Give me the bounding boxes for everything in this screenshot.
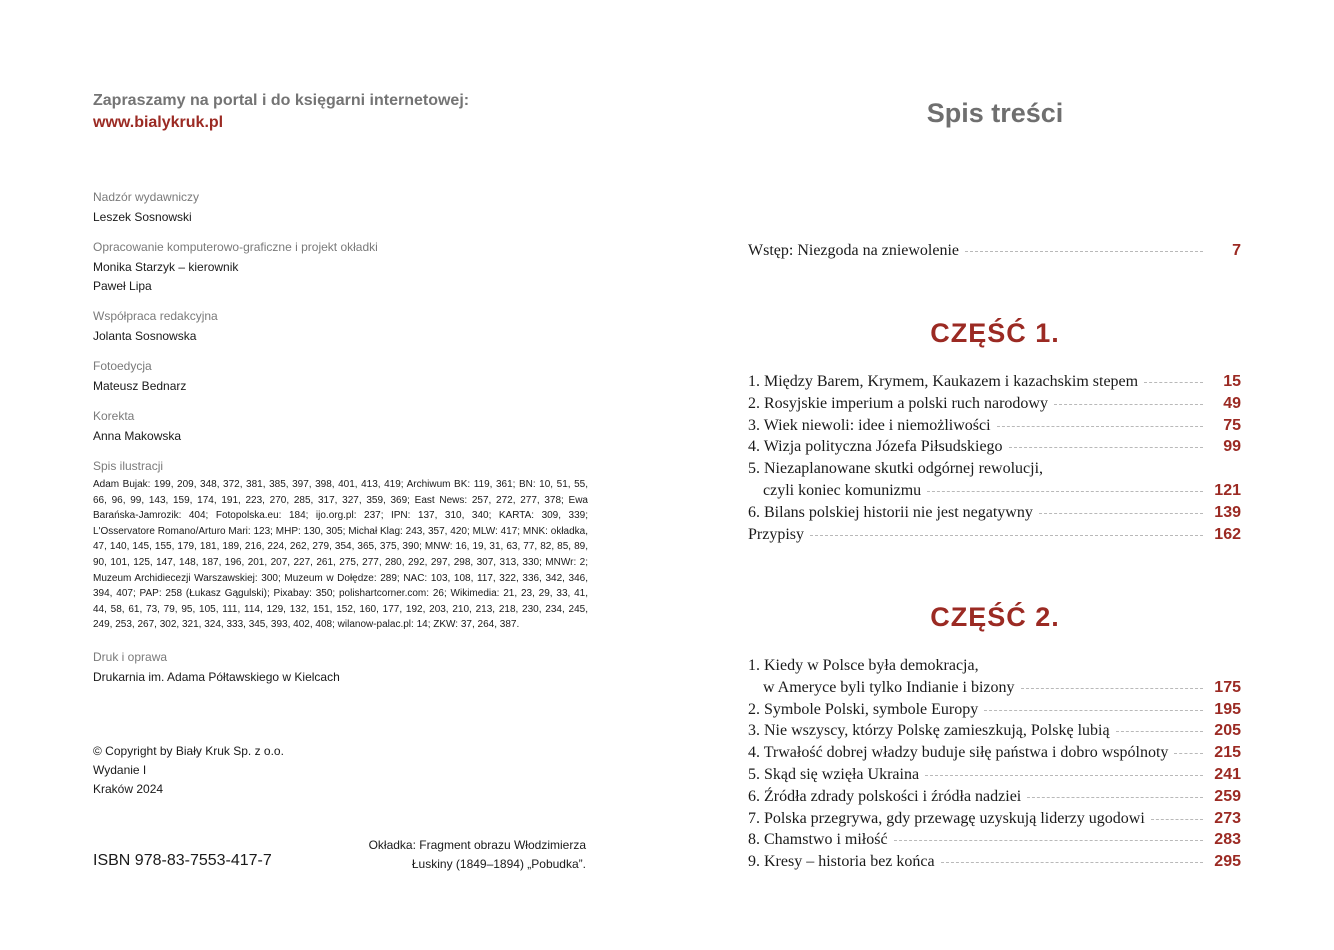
copyright-block (93, 742, 284, 799)
toc-entry[interactable] (748, 744, 1241, 766)
toc-entry[interactable] (748, 373, 1241, 395)
illustrations-list: Adam Bujak: 199, 209, 348, 372, 381, 385, 397, 398, 401, 413, 419; Archiwum BK: 119, 361; BN: 10, 51, 55, 66, 96, 99, 143, 159, 174, 191, 223, 270, 285, 317, 327, 359, 369; East News: 257, 272, 277, 378; Ewa Barańska-Jamrozik: 404; Fotopolska.eu: 184; ijo.org.pl: 237; IPN: 137, 310, 340; KARTA: 309, 339; L'Osservatore Romano/Arturo Mari: 123; MHP: 130, 305; Michał Klag: 243, 357, 420; MLW: 417; MNK: okładka, 47, 140, 145, 155, 179, 181, 189, 216, 224, 262, 279, 354, 365, 375, 390; MNW: 16, 19, 31, 63, 77, 82, 85, 89, 90, 101, 125, 147, 148, 187, 196, 201, 207, 227, 261, 275, 277, 280, 292, 297, 298, 307, 313, 330; MNWr: 2; Muzeum Archidiecezji Warszawskiej: 300; Muzeum w Dołędze: 289; NAC: 103, 108, 117, 322, 336, 342, 346, 394, 407; PAP: 258 (Łukasz Gągulski); Pixabay: 350; polishartcorner.com: 26; Wikimedia: 21, 23, 29, 33, 41, 44, 58, 61, 73, 79, 95, 105, 111, 114, 129, 132, 151, 152, 160, 177, 192, 203, 210, 213, 218, 230, 234, 245, 249, 253, 267, 302, 321, 324, 333, 345, 393, 402, 408; wilanow-palac.pl: 14; ZKW: 37, 264, 387. (93, 479, 588, 631)
leader-dots (1054, 403, 1203, 405)
credit-role: Spis ilustracji (93, 459, 164, 473)
toc-entry-page: 295 (1214, 853, 1241, 871)
leader-dots (894, 839, 1203, 841)
toc-entry[interactable] (748, 242, 1241, 264)
toc-entry-title: 8. Chamstwo i miłość (748, 831, 888, 849)
leader-dots (1027, 796, 1203, 798)
toc-entry[interactable] (748, 722, 1241, 744)
credit-item (93, 358, 593, 396)
credit-role: Współpraca redakcyjna (93, 309, 218, 323)
credit-item (93, 189, 593, 227)
credit-person: Leszek Sosnowski (93, 210, 192, 224)
leader-dots (997, 425, 1203, 427)
leader-dots (925, 774, 1203, 776)
toc-entry-title: 7. Polska przegrywa, gdy przewagę uzyskują liderzy ugodowi (748, 809, 1145, 827)
toc-entry[interactable] (748, 810, 1241, 832)
credit-print (93, 649, 593, 687)
toc-entry-title: 4. Trwałość dobrej władzy buduje siłę państwa i dobro wspólnoty (748, 744, 1169, 762)
publisher-url[interactable]: www.bialykruk.pl (93, 114, 224, 131)
toc-entry-title: 3. Nie wszyscy, którzy Polskę zamieszkują, Polskę lubią (748, 722, 1110, 740)
leader-dots (1021, 687, 1204, 689)
toc-entry[interactable] (748, 679, 1241, 701)
toc-entry-page: 139 (1214, 503, 1241, 521)
edition-line: Wydanie I (93, 763, 147, 777)
leader-dots (1174, 752, 1203, 754)
toc-entry[interactable] (748, 657, 1241, 679)
credit-role: Druk i oprawa (93, 649, 168, 664)
credit-item (93, 239, 593, 296)
credit-item (93, 408, 593, 446)
cover-note-line: Okładka: Fragment obrazu Włodzimierza (368, 838, 586, 852)
credit-role: Opracowanie komputerowo-graficzne i projekt okładki (93, 240, 378, 254)
toc-title: Spis treści (926, 98, 1064, 128)
toc-entry-page: 215 (1214, 744, 1241, 762)
leader-dots (1039, 512, 1203, 514)
toc-part2-list (748, 657, 1241, 875)
leader-dots (927, 490, 1203, 492)
toc-entry-title: 6. Bilans polskiej historii nie jest negatywny (748, 503, 1033, 521)
toc-entry[interactable] (748, 766, 1241, 788)
toc-entry-page: 175 (1214, 678, 1241, 696)
toc-entry-page: 283 (1214, 831, 1241, 849)
toc-entry-page: 195 (1214, 700, 1241, 718)
credit-person: Paweł Lipa (93, 279, 152, 293)
credit-person: Jolanta Sosnowska (93, 329, 197, 343)
toc-entry-title: 2. Rosyjskie imperium a polski ruch narodowy (748, 394, 1048, 412)
credit-person: Monika Starzyk – kierownik (93, 260, 239, 274)
toc-entry[interactable] (748, 395, 1241, 417)
toc-entry-title: 3. Wiek niewoli: idee i niemożliwości (748, 416, 991, 434)
leader-dots (1116, 730, 1203, 732)
toc-entry-page: 241 (1214, 765, 1241, 783)
toc-entry-title: 5. Niezaplanowane skutki odgórnej rewolucji, (748, 460, 1044, 478)
toc-entry[interactable] (748, 853, 1241, 875)
toc-entry[interactable] (748, 788, 1241, 810)
portal-invitation (93, 90, 593, 134)
toc-entry-title: Przypisy (748, 525, 804, 543)
toc-entry-title: czyli koniec komunizmu (763, 481, 922, 499)
toc-entry-title: 1. Kiedy w Polsce była demokracja, (748, 657, 979, 674)
toc-entry-page: 7 (1232, 242, 1241, 259)
toc-entry[interactable] (748, 438, 1241, 460)
toc-entry-title: Wstęp: Niezgoda na zniewolenie (748, 242, 960, 259)
toc-entry-page: 99 (1223, 438, 1241, 456)
toc-entry-page: 205 (1214, 722, 1241, 740)
credit-person: Mateusz Bednarz (93, 379, 187, 393)
credit-role: Korekta (93, 409, 135, 423)
toc-entry[interactable] (748, 417, 1241, 439)
toc-entry-title: w Ameryce byli tylko Indianie i bizony (763, 678, 1015, 696)
invite-text: Zapraszamy na portal i do księgarni internetowej: (93, 92, 470, 109)
part2-title: CZĘŚĆ 2. (930, 602, 1060, 632)
credit-role: Fotoedycja (93, 359, 152, 373)
toc-entry[interactable] (748, 831, 1241, 853)
copyright-line: © Copyright by Biały Kruk Sp. z o.o. (93, 744, 284, 758)
cover-note (330, 836, 586, 874)
toc-entry-page: 259 (1214, 787, 1241, 805)
leader-dots (984, 709, 1203, 711)
credit-item (93, 308, 593, 346)
toc-entry[interactable] (748, 482, 1241, 504)
place-year-line: Kraków 2024 (93, 782, 164, 796)
toc-entry-title: 6. Źródła zdrady polskości i źródła nadziei (748, 787, 1022, 805)
cover-note-line: Łuskiny (1849–1894) „Pobudka”. (411, 857, 586, 871)
toc-entry[interactable] (748, 701, 1241, 723)
leader-dots (941, 861, 1203, 863)
credit-illustrations (93, 458, 593, 633)
leader-dots (810, 534, 1203, 536)
toc-entry[interactable] (748, 526, 1241, 548)
toc-entry-title: 9. Kresy – historia bez końca (748, 853, 935, 871)
toc-entry-page: 273 (1214, 809, 1241, 827)
toc-entry-title: 4. Wizja polityczna Józefa Piłsudskiego (748, 438, 1003, 456)
toc-entry-page: 75 (1223, 416, 1241, 434)
leader-dots (1151, 818, 1203, 820)
toc-entry-page: 49 (1223, 394, 1241, 412)
toc-entry-title: 2. Symbole Polski, symbole Europy (748, 700, 979, 718)
toc-entry-page: 121 (1214, 481, 1241, 499)
isbn: ISBN 978-83-7553-417-7 (93, 852, 272, 869)
toc-entry-page: 15 (1223, 373, 1241, 390)
right-page (667, 0, 1334, 950)
toc-entry-title: 5. Skąd się wzięła Ukraina (748, 765, 920, 783)
credits-list (93, 189, 593, 699)
leader-dots (1009, 446, 1203, 448)
credit-person: Anna Makowska (93, 429, 182, 443)
toc-part1-list (748, 373, 1241, 547)
leader-dots (1144, 381, 1203, 383)
toc-intro (748, 242, 1241, 264)
part1-title: CZĘŚĆ 1. (930, 318, 1060, 348)
credit-role: Nadzór wydawniczy (93, 190, 200, 204)
toc-entry-title: 1. Między Barem, Krymem, Kaukazem i kazachskim stepem (748, 373, 1139, 390)
toc-entry[interactable] (748, 460, 1241, 482)
toc-entry-page: 162 (1214, 525, 1241, 543)
toc-entry[interactable] (748, 504, 1241, 526)
leader-dots (965, 250, 1203, 252)
credit-person: Drukarnia im. Adama Półtawskiego w Kielcach (93, 669, 340, 684)
